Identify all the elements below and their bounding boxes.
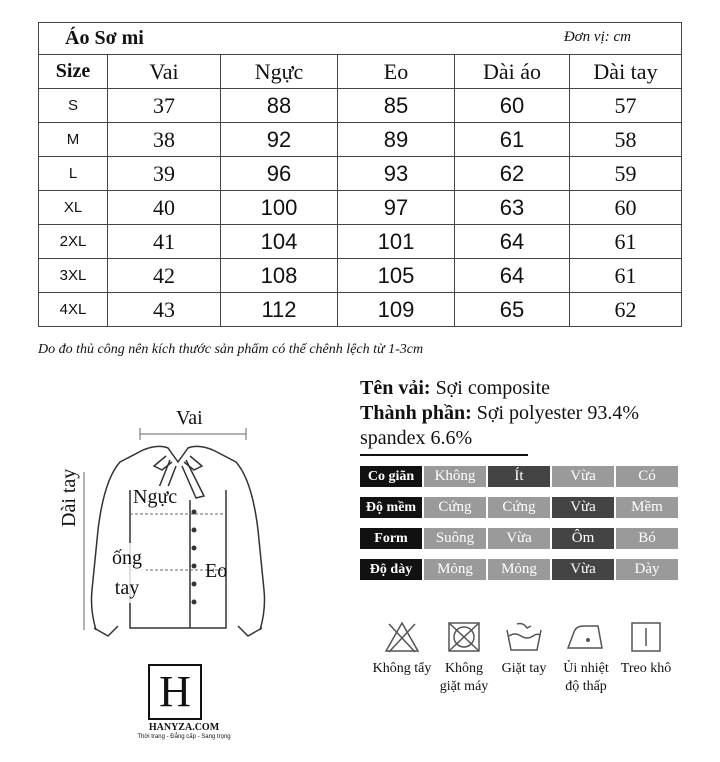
hand-wash-icon: [503, 620, 545, 654]
measure-cell: 96: [221, 157, 338, 191]
measure-cell: 42: [108, 259, 221, 293]
brand-name: HANYZA.COM: [148, 722, 220, 733]
attribute-option: Dày: [616, 559, 678, 580]
measure-cell: 39: [108, 157, 221, 191]
table-row: [39, 89, 682, 123]
fabric-underline: [360, 454, 528, 456]
measure-cell: 58: [570, 123, 682, 157]
measure-cell: 37: [108, 89, 221, 123]
measure-cell: 60: [455, 89, 570, 123]
table-row: [39, 259, 682, 293]
care-label: Không tẩy: [372, 661, 432, 676]
measurement-note: Do đo thủ công nên kích thước sản phẩm có thể chênh lệch từ 1-3cm: [38, 342, 424, 357]
attribute-option: Vừa: [552, 466, 614, 487]
diagram-label-nguc: Ngực: [133, 486, 178, 508]
measure-cell: 100: [221, 191, 338, 225]
measure-cell: 63: [455, 191, 570, 225]
measure-cell: 93: [338, 157, 455, 191]
care-item: [434, 620, 494, 696]
diagram-label-vai: Vai: [176, 407, 203, 429]
attribute-option: Ôm: [552, 528, 614, 549]
table-row: [39, 191, 682, 225]
measure-cell: 92: [221, 123, 338, 157]
measure-cell: 59: [570, 157, 682, 191]
care-label: Treo khô: [620, 661, 672, 676]
measure-cell: 104: [221, 225, 338, 259]
attribute-option: Suông: [424, 528, 486, 549]
care-item: [372, 620, 432, 678]
size-chart-table: [38, 22, 682, 327]
size-cell: 2XL: [39, 225, 108, 259]
header-row: [39, 55, 682, 89]
measure-cell: 112: [221, 293, 338, 327]
unit-label: Đơn vị: cm: [563, 29, 631, 45]
header-cell: Size: [39, 55, 108, 89]
diagram-label-ong-tay: [108, 543, 146, 603]
attribute-option: Mềm: [616, 497, 678, 518]
attribute-option: Mỏng: [488, 559, 550, 580]
attribute-option: Bó: [616, 528, 678, 549]
attribute-option: Cứng: [488, 497, 550, 518]
attribute-row: [360, 559, 680, 580]
brand-tagline: Thời trang - Đẳng cấp - Sang trọng: [137, 734, 231, 740]
attribute-option: Mỏng: [424, 559, 486, 580]
table-title-cell: [39, 23, 682, 55]
table-row: [39, 225, 682, 259]
measure-cell: 64: [455, 259, 570, 293]
table-row: [39, 157, 682, 191]
diagram-label-ong-tay-text: ống tay: [112, 547, 142, 599]
size-cell: S: [39, 89, 108, 123]
measure-cell: 85: [338, 89, 455, 123]
fabric-composition-label: Thành phần:: [360, 402, 472, 424]
attribute-label: Độ mềm: [360, 497, 422, 518]
attribute-row: [360, 466, 680, 487]
attribute-option: Không: [424, 466, 486, 487]
no-wash-icon: [445, 620, 483, 654]
measure-cell: 61: [455, 123, 570, 157]
attribute-option: Cứng: [424, 497, 486, 518]
measure-cell: 41: [108, 225, 221, 259]
measure-cell: 61: [570, 259, 682, 293]
size-cell: XL: [39, 191, 108, 225]
header-cell: Dài áo: [455, 55, 570, 89]
measure-cell: 40: [108, 191, 221, 225]
attribute-row: [360, 528, 680, 549]
brand-logo: H: [148, 664, 202, 720]
measure-cell: 43: [108, 293, 221, 327]
care-item: [616, 620, 676, 678]
fabric-name-label: Tên vải:: [360, 377, 431, 399]
attribute-label: Độ dày: [360, 559, 422, 580]
measure-cell: 89: [338, 123, 455, 157]
care-label: Ủi nhiệt độ thấp: [563, 661, 609, 694]
attribute-option: Vừa: [552, 559, 614, 580]
fabric-composition-value-2: spandex 6.6%: [360, 427, 473, 449]
care-label: Giặt tay: [501, 661, 547, 676]
header-cell: Ngực: [221, 55, 338, 89]
measure-cell: 101: [338, 225, 455, 259]
hang-dry-icon: [627, 620, 665, 654]
diagram-label-dai-tay: Dài tay: [58, 468, 80, 527]
measure-cell: 109: [338, 293, 455, 327]
measure-cell: 57: [570, 89, 682, 123]
table-body: [39, 89, 682, 327]
attribute-option: Vừa: [552, 497, 614, 518]
measure-cell: 60: [570, 191, 682, 225]
header-cell: Eo: [338, 55, 455, 89]
header-cell: Dài tay: [570, 55, 682, 89]
care-label: Không giặt máy: [439, 661, 489, 694]
measure-cell: 62: [570, 293, 682, 327]
care-item: [494, 620, 554, 678]
measure-cell: 65: [455, 293, 570, 327]
attribute-option: Ít: [488, 466, 550, 487]
size-cell: 3XL: [39, 259, 108, 293]
header-cell: Vai: [108, 55, 221, 89]
size-cell: M: [39, 123, 108, 157]
measure-cell: 64: [455, 225, 570, 259]
measure-cell: 61: [570, 225, 682, 259]
fabric-composition-value: Sợi polyester 93.4%: [476, 402, 639, 424]
measure-cell: 88: [221, 89, 338, 123]
attribute-option: Có: [616, 466, 678, 487]
care-item: [556, 620, 616, 696]
shirt-diagram: [58, 400, 298, 660]
attribute-label: Co giãn: [360, 466, 422, 487]
fabric-info: [360, 376, 639, 451]
measure-cell: 38: [108, 123, 221, 157]
size-cell: L: [39, 157, 108, 191]
table-row: [39, 123, 682, 157]
measure-cell: 108: [221, 259, 338, 293]
attribute-row: [360, 497, 680, 518]
measure-cell: 62: [455, 157, 570, 191]
size-cell: 4XL: [39, 293, 108, 327]
measure-cell: 105: [338, 259, 455, 293]
fabric-name-value: Sợi composite: [435, 377, 551, 399]
attribute-option: Vừa: [488, 528, 550, 549]
table-row: [39, 293, 682, 327]
table-title: Áo Sơ mi: [65, 27, 144, 49]
no-bleach-icon: [383, 620, 421, 654]
diagram-label-eo: Eo: [205, 560, 228, 582]
iron-low-icon: [564, 620, 608, 654]
attribute-label: Form: [360, 528, 422, 549]
measure-cell: 97: [338, 191, 455, 225]
